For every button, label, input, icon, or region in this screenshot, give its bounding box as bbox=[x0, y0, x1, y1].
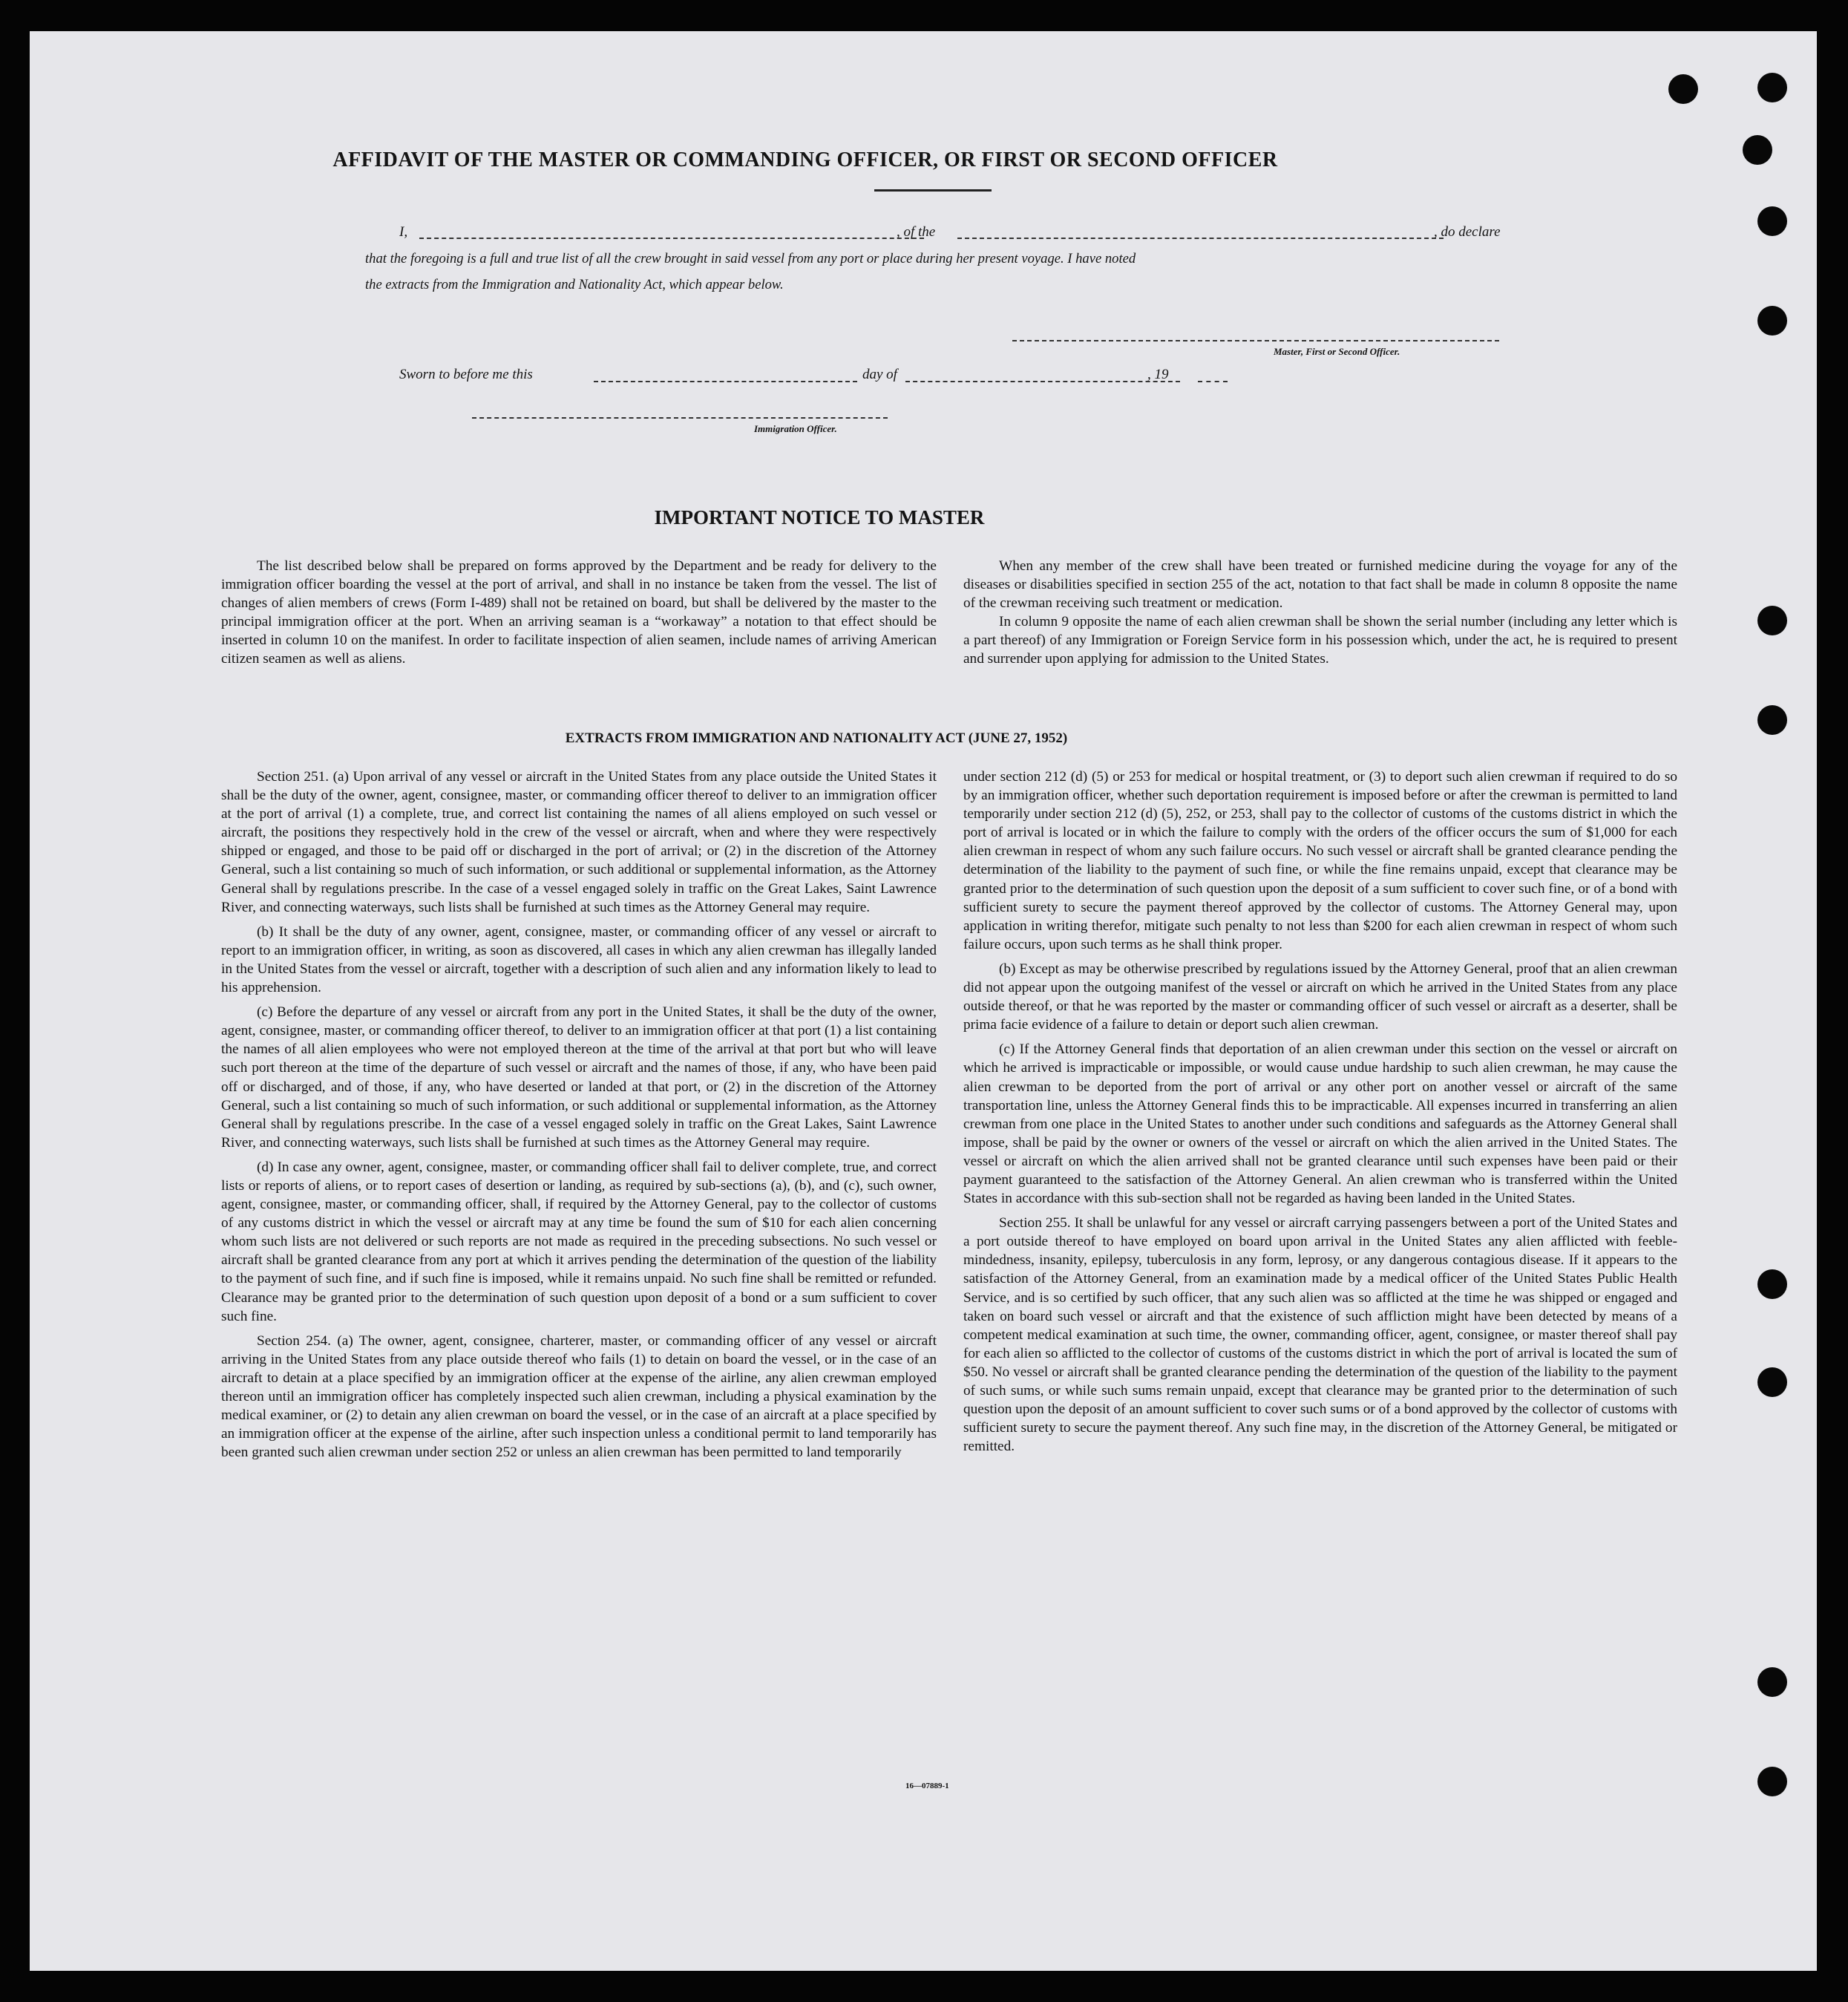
extract-paragraph: Section 254. (a) The owner, agent, consignee, charterer, master, or commanding officer of any vessel or aircraft arriving in the United States from any place outside thereof who fails (1) to detain on board the vessel, or in the case of an aircraft to detain at a place specified by an immigration officer at the expense of the airline, any alien crewman employed thereon until an immigration officer has completely inspected such alien crewman, including a physical examination by the medical examiner, or (2) to detain any alien crewman on board the vessel, or in the case of an aircraft at a place specified by an immigration officer at the expense of the airline, after such inspection unless a conditional permit to land temporarily has been granted such alien crewman under section 252 or unless an alien crewman has been permitted to land temporarily bbox=[221, 1332, 937, 1461]
name-field[interactable] bbox=[419, 238, 924, 239]
notice-right-paragraph: In column 9 opposite the name of each alien crewman shall be shown the serial number (including any letter which is a part thereof) of any Immigration or Foreign Service form in his possession which, under the act, he is required to present and surrender upon applying for admission to the United States. bbox=[963, 614, 1677, 667]
sworn-year-field[interactable] bbox=[1198, 381, 1228, 382]
notice-left-paragraph: The list described below shall be prepared on forms approved by the Department and be ready for delivery to the immigration officer boarding the vessel at the port of arrival, and shall in no instance be taken from the vessel. The list of changes of alien members of crews (Form I-489) shall not be retained on board, but shall be delivered by the master to the principal immigration officer at the port. When an arriving seaman is a “workaway” a notation to that effect should be inserted in column 10 on the manifest. In order to facilitate inspection of alien seamen, include names of arriving American citizen seamen as well as aliens. bbox=[221, 558, 937, 667]
document-page bbox=[30, 31, 1817, 1971]
punch-hole bbox=[1743, 135, 1772, 165]
notice-left-column bbox=[221, 557, 937, 675]
punch-hole bbox=[1757, 705, 1787, 735]
punch-hole bbox=[1757, 1667, 1787, 1697]
punch-hole bbox=[1757, 1767, 1787, 1796]
notice-title: IMPORTANT NOTICE TO MASTER bbox=[654, 506, 985, 529]
punch-hole bbox=[1757, 306, 1787, 336]
sworn-day-field[interactable] bbox=[594, 381, 857, 382]
vessel-field[interactable] bbox=[957, 238, 1444, 239]
affidavit-statement-line-1: that the foregoing is a full and true list of all the crew brought in said vessel from any port or place during her present voyage. I have noted bbox=[365, 251, 1136, 266]
day-of-label: day of bbox=[862, 367, 897, 382]
notice-right-column bbox=[963, 557, 1677, 675]
punch-hole bbox=[1668, 74, 1698, 104]
punch-hole bbox=[1757, 1269, 1787, 1299]
punch-hole bbox=[1757, 606, 1787, 635]
affidavit-i-label: I, bbox=[399, 224, 408, 240]
officer-signature-caption: Immigration Officer. bbox=[754, 423, 837, 434]
extract-paragraph: (b) It shall be the duty of any owner, agent, consignee, master, or commanding officer of any vessel or aircraft to report to an immigration officer, in writing, as soon as discovered, all cases in which any alien crewman has illegally landed in the United States from the vessel or aircraft, together with a description of such alien and any information likely to lead to his apprehension. bbox=[221, 923, 937, 996]
extract-paragraph: Section 251. (a) Upon arrival of any vessel or aircraft in the United States from any place outside the United States it shall be the duty of the owner, agent, consignee, master, or commanding officer thereof to deliver to an immigration officer at the port of arrival (1) a complete, true, and correct list containing the names of all aliens employed on such vessel or aircraft, the positions they respectively hold in the crew of the vessel or aircraft, when and where they were respectively shipped or engaged, and those to be paid off or discharged in the port of arrival; or (2) in the discretion of the Attorney General, such a list containing so much of such information, or such additional or supplemental information, as the Attorney General shall by regulations prescribe. In the case of a vessel engaged solely in traffic on the Great Lakes, Saint Lawrence River, and connecting waterways, such lists shall be furnished at such times as the Attorney General may require. bbox=[221, 769, 937, 915]
year-label: , 19 bbox=[1147, 367, 1169, 382]
master-signature-line[interactable] bbox=[1012, 340, 1499, 341]
affidavit-of-the-label: , of the bbox=[897, 224, 936, 240]
notice-right-paragraph: When any member of the crew shall have been treated or furnished medicine during the voyage for any of the diseases or disabilities specified in section 255 of the act, notation to that fact shall be made in column 8 opposite the name of the crewman receiving such treatment or medication. bbox=[963, 558, 1677, 612]
sworn-label: Sworn to before me this bbox=[399, 367, 533, 382]
affidavit-do-declare-label: , do declare bbox=[1434, 224, 1501, 240]
punch-hole bbox=[1757, 206, 1787, 236]
extract-paragraph: (b) Except as may be otherwise prescribed by regulations issued by the Attorney General, proof that an alien crewman did not appear upon the outgoing manifest of the vessel or aircraft on which he arrived in the United States from any place outside thereof, or that he was reported by the master or commanding officer of such vessel or aircraft as a deserter, shall be prima facie evidence of a failure to detain or deport such alien crewman. bbox=[963, 961, 1677, 1033]
punch-hole bbox=[1757, 73, 1787, 102]
affidavit-statement-line-2: the extracts from the Immigration and Nationality Act, which appear below. bbox=[365, 277, 784, 292]
officer-signature-line[interactable] bbox=[472, 417, 888, 419]
form-code: 16—07889-1 bbox=[905, 1782, 949, 1790]
master-signature-caption: Master, First or Second Officer. bbox=[1274, 346, 1400, 357]
punch-hole bbox=[1757, 1367, 1787, 1397]
title-divider bbox=[874, 189, 992, 192]
affidavit-title: AFFIDAVIT OF THE MASTER OR COMMANDING OFFICER, OR FIRST OR SECOND OFFICER bbox=[332, 148, 1278, 171]
extracts-left-column bbox=[221, 768, 937, 1468]
extracts-right-column bbox=[963, 768, 1677, 1462]
extract-paragraph: (d) In case any owner, agent, consignee, master, or commanding officer shall fail to deliver complete, true, and correct lists or reports of aliens, or to report cases of desertion or landing, as required by sub-sections (a), (b), and (c), such owner, agent, consignee, master, or commanding officer, shall, if required by the Attorney General, pay to the collector of customs of any customs district in which the vessel or aircraft may at any time be found the sum of $10 for each alien concerning whom such lists are not delivered or such reports are not made as required in the preceding subsections. No such vessel or aircraft shall be granted clearance from any port at which it arrives pending the determination of the question of the liability to the payment of such fine, and if such fine is imposed, while it remains unpaid. No such fine shall be remitted or refunded. Clearance may be granted prior to the determination of such question upon deposit of a bond or a sum sufficient to cover such fine. bbox=[221, 1159, 937, 1324]
extract-paragraph: (c) Before the departure of any vessel or aircraft from any port in the United States, it shall be the duty of the owner, agent, consignee, master, or commanding officer thereof, to deliver to an immigration officer at that port (1) a list containing the names of all alien employees who were not employed thereon at the time of the arrival at that port but who will leave such port thereon at the time of the departure of such vessel or aircraft and the names of those, if any, who have been paid off or discharged, and of those, if any, who have deserted or landed at that port, or (2) in the discretion of the Attorney General, such a list containing so much of such information, or such additional or supplemental information, as the Attorney General shall by regulations prescribe. In the case of a vessel engaged solely in traffic on the Great Lakes, Saint Lawrence River, and connecting waterways, such lists shall be furnished at such times as the Attorney General may require. bbox=[221, 1004, 937, 1151]
extract-paragraph: under section 212 (d) (5) or 253 for medical or hospital treatment, or (3) to deport such alien crewman if required to do so by an immigration officer, whether such deportation requirement is imposed before or after the crewman is permitted to land temporarily under section 212 (d) (5), 252, or 253, shall pay to the collector of customs of the customs district in which the port of arrival is located or in which the failure to comply with the orders of the officer occurs the sum of $1,000 for each alien crewman in respect of whom any such failure occurs. No such vessel or aircraft shall be granted clearance pending the determination of the liability to the payment of such fine, or while the fine remains unpaid, except that clearance may be granted prior to the determination of such question upon the deposit of a sum sufficient to cover such fine, or of a bond with sufficient surety to secure the payment thereof approved by the collector of customs. The Attorney General may, upon application in writing therefor, mitigate such penalty to not less than $200 for each alien crewman in respect of whom such failure occurs, upon such terms as he shall think proper. bbox=[963, 769, 1677, 952]
extract-paragraph: Section 255. It shall be unlawful for any vessel or aircraft carrying passengers between a port of the United States and a port outside thereof to have employed on board upon arrival in the United States any alien afflicted with feeble-mindedness, insanity, epilepsy, tuberculosis in any form, leprosy, or any dangerous contagious disease. If it appears to the satisfaction of the Attorney General, from an examination made by a medical officer of the United States Public Health Service, and is so certified by such officer, that any such alien was so afflicted at the time he was shipped or engaged and taken on board such vessel or aircraft and that the existence of such affliction might have been detected by means of a competent medical examination at such time, the owner, commanding officer, agent, consignee, or master thereof shall pay for each alien so afflicted to the collector of customs of the customs district in which the port of arrival is located the sum of $50. No vessel or aircraft shall be granted clearance pending the determination of the question of the liability to the payment of such sums, or while such sums remain unpaid, except that clearance may be granted prior to the determination of such question upon the deposit of an amount sufficient to cover such sums or of a bond approved by the collector of customs with sufficient surety to secure the payment thereof. Any such fine may, in the discretion of the Attorney General, be mitigated or remitted. bbox=[963, 1215, 1677, 1455]
extracts-title: EXTRACTS FROM IMMIGRATION AND NATIONALITY ACT (JUNE 27, 1952) bbox=[565, 730, 1068, 746]
sworn-month-field[interactable] bbox=[905, 381, 1180, 382]
extract-paragraph: (c) If the Attorney General finds that deportation of an alien crewman under this section on the vessel or aircraft on which he arrived is impracticable or impossible, or would cause undue hardship to such alien crewman, he may cause the alien crewman to be deported from the port of arrival or any other port on another vessel or aircraft of the same transportation line, unless the Attorney General finds this to be impracticable. All expenses incurred in transferring an alien crewman from one place in the United States to another under such conditions and safeguards as the Attorney General shall impose, shall be paid by the owner or owners of the vessel or aircraft on which the alien arrived in the United States. The vessel or aircraft on which the alien arrived shall not be granted clearance until such expenses have been paid or their payment guaranteed to the satisfaction of the Attorney General. An alien crewman who is transferred within the United States in accordance with this sub-section shall not be regarded as having been landed in the United States. bbox=[963, 1041, 1677, 1207]
